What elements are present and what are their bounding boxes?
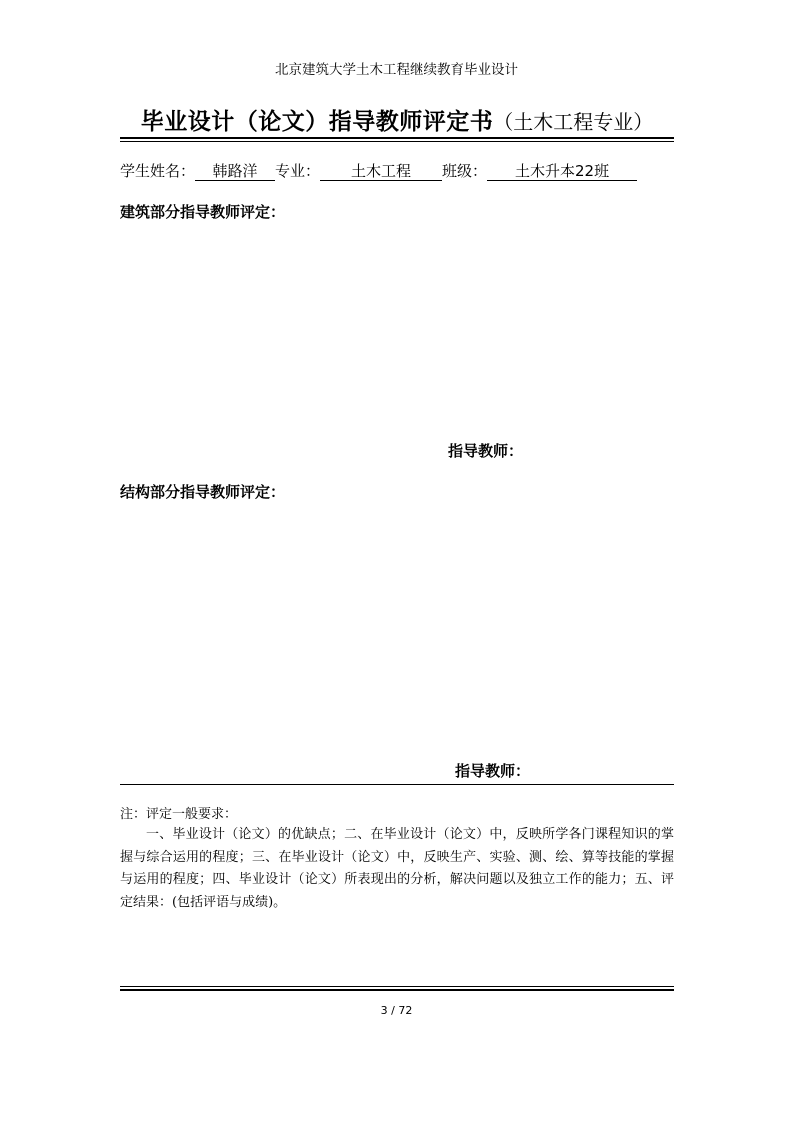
note-title: 注：评定一般要求：	[120, 807, 238, 822]
student-info-row	[120, 160, 674, 181]
structure-advisor-signature: 指导教师：	[455, 762, 531, 780]
title-rule-thin	[120, 141, 674, 142]
title-main: 毕业设计（论文）指导教师评定书	[140, 109, 494, 135]
student-name-label: 学生姓名：	[120, 162, 196, 180]
major-label: 专业：	[275, 162, 321, 180]
major-value: 土木工程	[320, 162, 442, 181]
structure-evaluation-label: 结构部分指导教师评定：	[120, 483, 286, 501]
note-body: 一、毕业设计（论文）的优缺点；二、在毕业设计（论文）中，反映所学各门课程知识的掌握与综合运用的程度；三、在毕业设计（论文）中，反映生产、实验、测、绘、算等技能的掌握与运用的程度；四、毕业设计（论文）所表现出的分析，解决问题以及独立工作的能力；五、评定结果：(包括评语与成绩)。	[120, 827, 674, 910]
title-sub: （土木工程专业）	[493, 110, 654, 134]
architecture-advisor-signature: 指导教师：	[448, 442, 524, 460]
footer-rule-thin	[120, 986, 674, 987]
document-title	[120, 103, 674, 136]
class-label: 班级：	[442, 162, 488, 180]
page-header: 北京建筑大学土木工程继续教育毕业设计	[275, 62, 518, 78]
footer-rule-thick	[120, 989, 674, 991]
page-number: 3 / 72	[380, 1004, 413, 1017]
architecture-evaluation-label: 建筑部分指导教师评定：	[120, 203, 286, 221]
title-rule-thick	[120, 137, 674, 139]
student-name-value: 韩路洋	[195, 162, 275, 181]
note-divider	[120, 784, 674, 785]
class-value: 土木升本22班	[487, 162, 637, 181]
